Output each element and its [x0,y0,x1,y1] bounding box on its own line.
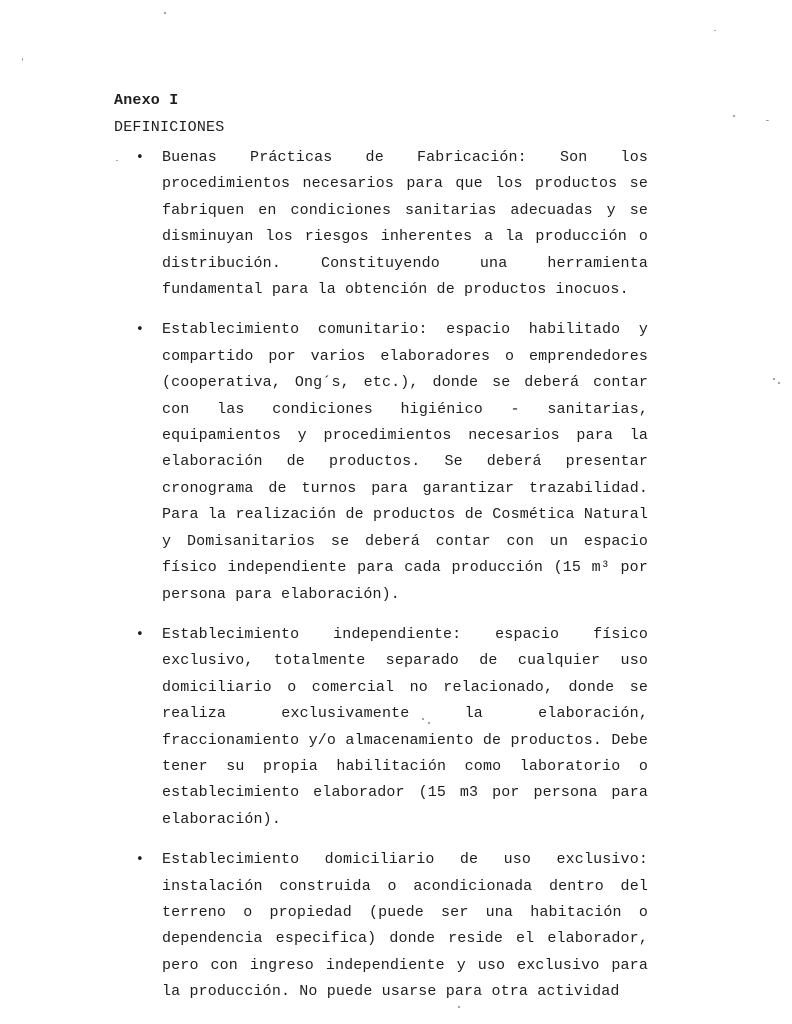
scan-speck [766,120,769,121]
scan-speck [778,382,780,384]
bullet-icon: • [136,852,144,868]
scan-speck [22,58,23,61]
definition-text: Establecimiento comunitario: espacio habilitado y compartido por varios elaboradores o emprendedores (cooperativa, Ong´s, etc.), donde se deberá contar con las condiciones higiénico - sanitarias, equipamientos y procedimientos necesarios para la elaboración de productos. Se deberá presentar cronograma de turnos para garantizar trazabilidad. Para la realización de productos de Cosmética Natural y Domisanitarios se deberá contar con un espacio físico independiente para cada producción (15 m³ por persona para elaboración). [162,321,648,603]
definition-text: Establecimiento domiciliario de uso exclusivo: instalación construida o acondicionada dentro del terreno o propiedad (puede ser una habitación o dependencia especifica) donde reside el elaborador, pero con ingreso independiente y uso exclusivo para la producción. No puede usarse para otra actividad [162,851,648,1001]
bullet-icon: • [136,150,144,165]
definition-item-establecimiento-independiente [136,622,648,833]
scan-speck [714,30,716,31]
scan-speck [733,115,735,117]
definition-item-establecimiento-comunitario [136,317,648,607]
definition-item-establecimiento-domiciliario [136,847,648,1005]
bullet-icon: • [136,322,144,338]
definition-item-buenas-practicas [136,145,648,303]
scan-speck [773,378,775,380]
annex-title: Anexo I [114,92,179,109]
definition-text: Buenas Prácticas de Fabricación: Son los procedimientos necesarios para que los productos se fabriquen en condiciones sanitarias adecuadas y se disminuyan los riesgos inherentes a la producción o distribución. Constituyendo una herramienta fundamental para la obtención de productos inocuos. [162,149,648,299]
scan-speck [116,160,118,161]
section-heading: DEFINICIONES [114,119,225,136]
scan-speck [164,12,166,14]
definitions-list [136,145,648,1020]
definition-text: Establecimiento independiente: espacio físico exclusivo, totalmente separado de cualquier uso domiciliario o comercial no relacionado, donde se realiza exclusivamente la elaboración, fraccionamiento y/o almacenamiento de productos. Debe tener su propia habilitación como laboratorio o establecimiento elaborador (15 m3 por persona para elaboración). [162,625,648,828]
bullet-icon: • [136,626,144,642]
